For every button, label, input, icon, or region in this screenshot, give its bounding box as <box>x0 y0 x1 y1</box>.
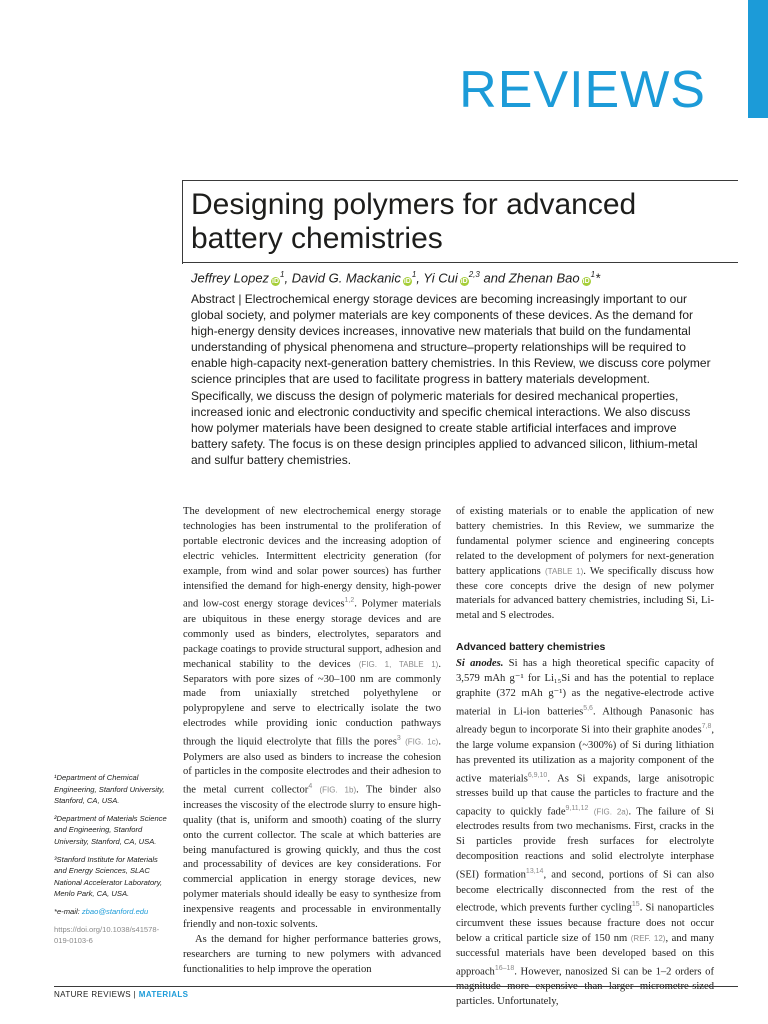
author-separator: * <box>595 270 601 286</box>
abstract: Abstract | Electrochemical energy storage devices are becoming increasingly important to our global society, and polymer materials are key components of these devices. As the demand for high-energy density devices increases, innovative new materials that build on the fundamental understanding of physical phenomena and structure–property relationships will be required to enable high-capacity next-generation battery chemistries. In this Review, we discuss core polymer science principles that are used to facilitate progress in battery materials development. Specifically, we discuss the design of polymeric materials for desired mechanical properties, increased ionic and electronic conductivity and specific chemical interactions. We also discuss how polymer materials have been designed to create stable artificial interfaces and improve battery safety. The focus is on these design principles applied to advanced silicon, lithium-metal and sulfur battery chemistries. <box>191 292 711 467</box>
orcid-icon[interactable]: iD <box>582 278 590 286</box>
paragraph <box>183 505 441 933</box>
journal-name: MATERIALS <box>138 990 189 999</box>
footer <box>54 990 188 999</box>
citation-ref[interactable]: 13,14 <box>525 868 544 876</box>
author-name: David G. Mackanic <box>291 270 401 286</box>
author-name: Yi Cui <box>423 270 458 286</box>
figure-ref[interactable]: (REF. 12) <box>630 933 666 943</box>
text-run: . However, nanosized Si can be 1–2 orders of particles. Unfortunately, <box>456 966 714 1007</box>
text-run: . As Si expands, large anisotropic stresses build up that cause the particles to fracture and the capacity to quickly fade <box>456 773 714 818</box>
paragraph <box>456 657 714 1010</box>
citation-ref[interactable]: 15 <box>631 901 640 909</box>
text-run: . Although Panasonic has already begun to incorporate Si into their graphite anodes <box>456 706 714 736</box>
citation-ref[interactable]: 1,2 <box>344 597 355 605</box>
email-label: *e-mail: <box>54 906 82 916</box>
affiliations <box>54 772 172 953</box>
text-run: . Polymer materials are ubiquitous in these energy storage devices and are commonly used as binders, electrolytes, separators and package coatings to provide structural support, adhesion and mechanical stability to the devices <box>183 598 441 670</box>
affiliation: ²Department of Materials Science and Engineering, Stanford University, Stanford, CA, USA. <box>54 813 167 846</box>
figure-ref[interactable]: (TABLE 1) <box>544 566 584 576</box>
text-run: . Si nanoparticles circumvent these issues because fracture does not occur below a critical particle size of 150 nm <box>456 902 714 944</box>
orcid-icon[interactable]: iD <box>460 278 468 286</box>
publisher-name: NATURE REVIEWS | <box>54 990 139 999</box>
paragraph <box>456 505 714 624</box>
title-rule-bottom <box>182 262 738 263</box>
body-column-right <box>456 505 714 1010</box>
text-run: , and second, portions of Si can also become electrically disconnected from the rest of the electrode, which prevents further cycling <box>456 869 714 914</box>
orcid-icon[interactable]: iD <box>272 278 280 286</box>
author-name: Jeffrey Lopez <box>191 270 270 286</box>
text-run: . Polymers are also used as binders to increase the cohesion of particles in the composite electrodes and their adhesion to the metal current collector <box>183 736 441 796</box>
title-rule-top <box>182 180 738 181</box>
figure-ref[interactable]: (FIG. 1, TABLE 1) <box>358 659 439 669</box>
orcid-icon[interactable]: iD <box>403 278 411 286</box>
text-run: . The binder also increases the viscosity of the electrode slurry to ensure high-quality (that is, uniform and smooth) coating of the slurry onto the current collector. The scale at which batteries are being manufactured is growing quickly, and thus the cost and processability of devices are key considerations. For commercial application in energy storage devices, new polymer materials should ideally be easy to synthesize from inexpensive reagents and processable in environmentally friendly and non-toxic solvents. <box>183 784 441 931</box>
figure-ref[interactable]: (FIG. 2a) <box>593 807 629 817</box>
section-heading: Advanced battery chemistries <box>456 641 606 654</box>
text-run: The development of new electrochemical energy storage technologies has been instrumental to the proliferation of portable electronic devices and the increasing adoption of electric vehicles. Intermittent electricity generation (for example, from wind and solar power sources) has further intensified the demand for high-energy density, high-power and low-cost energy storage devices <box>183 506 441 610</box>
accent-bar <box>748 0 768 118</box>
text-run <box>312 785 319 796</box>
affiliation: ³Stanford Institute for Materials and Energy Sciences, SLAC National Accelerator Laboratory, Menlo Park, CA, USA. <box>54 854 163 899</box>
affiliation-marker: 2,3 <box>468 270 480 279</box>
citation-ref[interactable]: 3 <box>396 735 401 743</box>
citation-ref[interactable]: 7,8 <box>701 723 712 731</box>
contact-email <box>54 906 172 918</box>
text-run: . We specifically discuss how these core concepts drive the design of new polymer materials for advanced battery chemistries, including Si, Li-metal and S electrodes. <box>456 565 715 622</box>
citation-ref[interactable]: 6,9,10 <box>527 771 548 779</box>
title-line-2: battery chemistries <box>191 222 443 255</box>
title-rule-left <box>182 180 183 264</box>
article-title <box>191 188 731 256</box>
email-link[interactable]: zbao@stanford.edu <box>81 906 149 916</box>
citation-ref[interactable]: 4 <box>308 783 313 791</box>
affiliation: ¹Department of Chemical Engineering, Stanford University, Stanford, CA, USA. <box>54 773 165 806</box>
text-run: . Separators with pore sizes of ~30–100 nm are commonly made from uniaxially stretched polyethylene or polypropylene and serve to electrically isolate the two electrodes while providing ionic conduction pathways through the liquid electrolyte that fills the pores <box>183 658 441 748</box>
footer-rule <box>54 986 738 987</box>
section-label: REVIEWS <box>459 61 706 119</box>
affiliation-marker: 1 <box>590 270 596 279</box>
figure-ref[interactable]: (FIG. 1c) <box>405 737 439 747</box>
author-name: Zhenan Bao <box>508 270 580 286</box>
citation-ref[interactable]: 5,6 <box>583 704 593 712</box>
citation-ref[interactable]: 16–18 <box>494 964 515 972</box>
author-separator: and <box>479 270 509 286</box>
figure-ref[interactable]: (FIG. 1b) <box>319 785 357 795</box>
affiliation-marker: 1 <box>411 270 417 279</box>
run-in-heading: Si anodes. <box>456 658 504 670</box>
text-run: of existing materials or to enable the application of new battery chemistries. In this Review, we summarize the fundamental polymer science and engineering concepts related to the development of polymers for next-generation battery applications <box>456 506 714 577</box>
citation-ref[interactable]: 9,11,12 <box>565 804 589 812</box>
text-run: , the large volume expansion (~300%) of Si during lithiation has prevented its utilization as a majority component of the active materials <box>456 724 714 785</box>
body-column-left <box>183 505 441 978</box>
title-line-1: Designing polymers for advanced <box>191 188 637 221</box>
paragraph: As the demand for higher performance batteries grows, researchers are turning to new polymers with advanced functionalities to help improve the operation <box>183 933 441 975</box>
text-run: . The failure of Si electrodes results from two mechanisms. First, cracks in the Si particles provide fresh surfaces for electrolyte decomposition reactions and solid electrolyte interphase (SEI) formation <box>456 806 715 881</box>
affiliation-marker: 1 <box>280 270 285 279</box>
text-run: Si has a high theoretical specific capacity of 3,579 mAh g⁻¹ for Li₁₅Si and has the potential to replace graphite (372 mAh g⁻¹) as the negative-electrode active material in Li-ion batteries <box>456 658 714 718</box>
text-run: , and many successful materials have been developed based on this approach <box>456 932 714 978</box>
author-list <box>191 266 731 287</box>
doi-link[interactable]: https://doi.org/10.1038/s41578-019-0103-6 <box>54 924 160 946</box>
author-separator: , <box>416 270 424 286</box>
author-separator: , <box>284 270 292 286</box>
